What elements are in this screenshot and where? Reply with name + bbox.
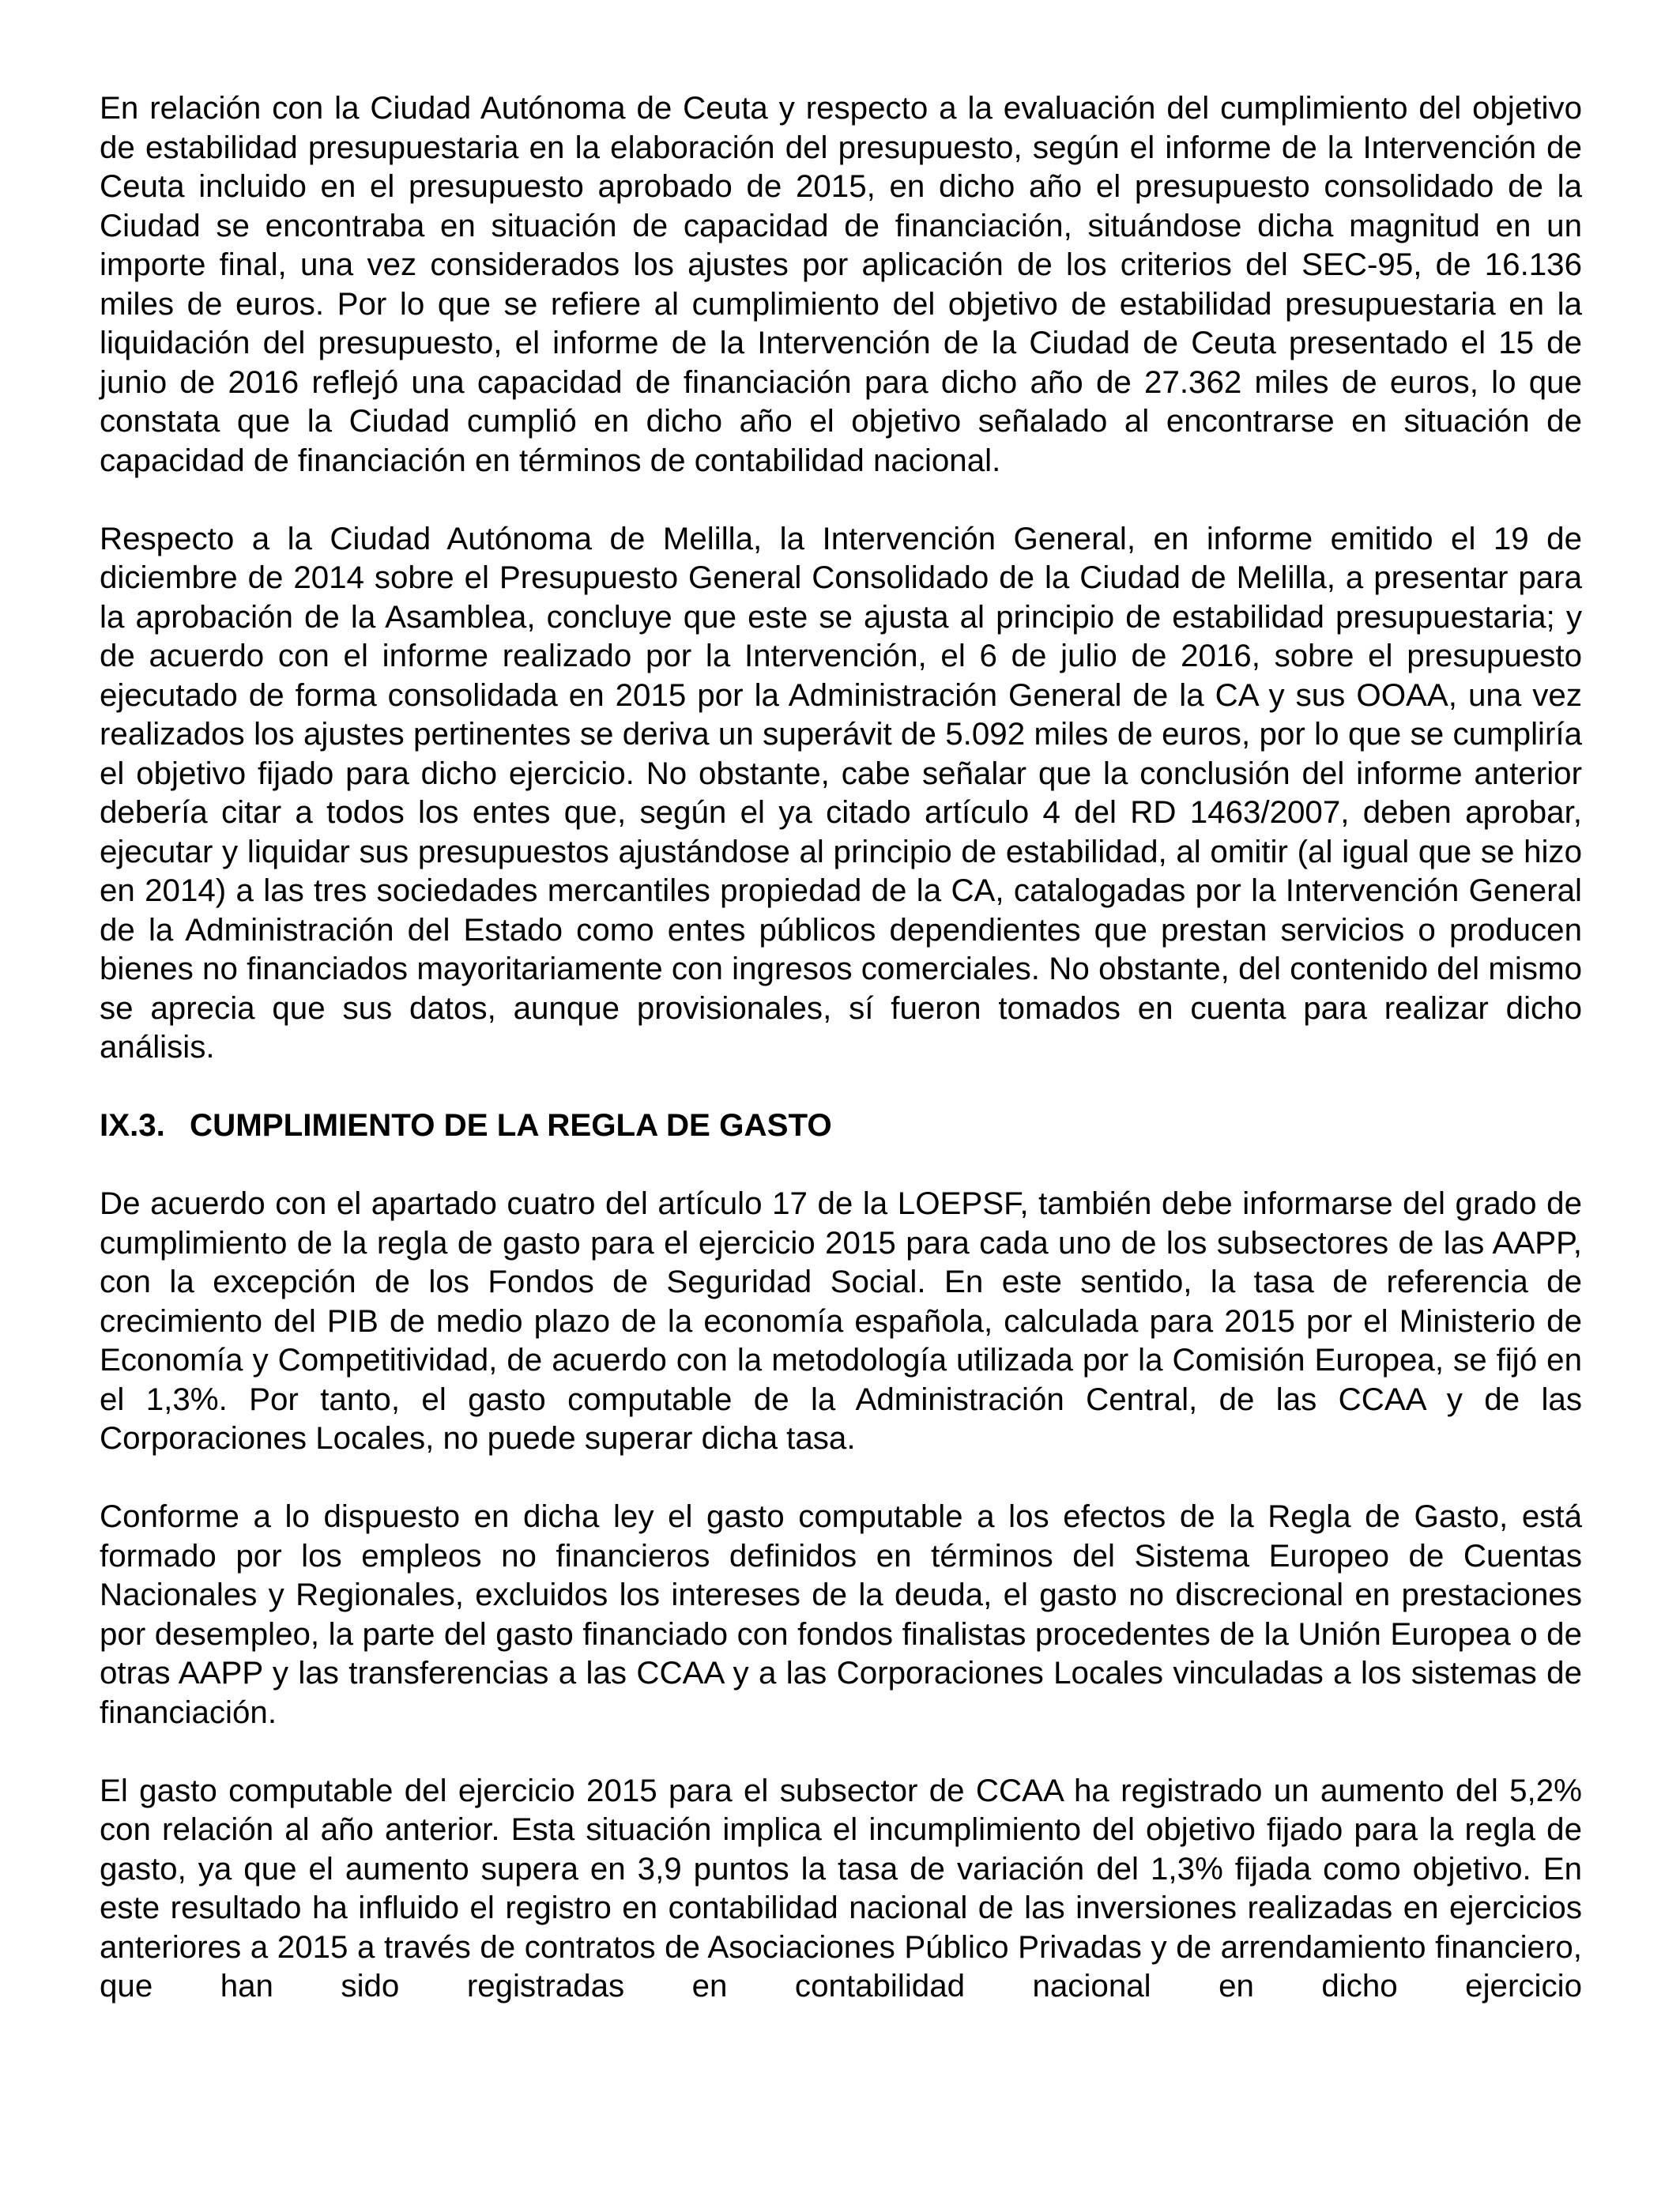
section-heading bbox=[100, 1106, 1582, 1145]
section-number: IX.3. bbox=[100, 1107, 165, 1143]
paragraph-regla-gasto-intro: De acuerdo con el apartado cuatro del artículo 17 de la LOEPSF, también debe informarse del grado de cumplimiento de la regla de gasto para el ejercicio 2015 para cada uno de los subsectores de las AAPP, con la excepción de los Fondos de Seguridad Social. En este sentido, la tasa de referencia de crecimiento del PIB de medio plazo de la economía española, calculada para 2015 por el Ministerio de Economía y Competitividad, de acuerdo con la metodología utilizada por la Comisión Europea, se fijó en el 1,3%. Por tanto, el gasto computable de la Administración Central, de las CCAA y de las Corporaciones Locales, no puede superar dicha tasa. bbox=[100, 1186, 1582, 1456]
paragraph-ceuta: En relación con la Ciudad Autónoma de Ceuta y respecto a la evaluación del cumplimiento del objetivo de estabilidad presupuestaria en la elaboración del presupuesto, según el informe de la Intervención de Ceuta incluido en el presupuesto aprobado de 2015, en dicho año el presupuesto consolidado de la Ciudad se encontraba en situación de capacidad de financiación, situándose dicha magnitud en un importe final, una vez considerados los ajustes por aplicación de los criterios del SEC-95, de 16.136 miles de euros. Por lo que se refiere al cumplimiento del objetivo de estabilidad presupuestaria en la liquidación del presupuesto, el informe de la Intervención de la Ciudad de Ceuta presentado el 15 de junio de 2016 reflejó una capacidad de financiación para dicho año de 27.362 miles de euros, lo que constata que la Ciudad cumplió en dicho año el objetivo señalado al encontrarse en situación de capacidad de financiación en términos de contabilidad nacional. bbox=[100, 90, 1582, 478]
paragraph-ccaa-resultado: El gasto computable del ejercicio 2015 para el subsector de CCAA ha registrado un aumento del 5,2% con relación al año anterior. Esta situación implica el incumplimiento del objetivo fijado para la regla de gasto, ya que el aumento supera en 3,9 puntos la tasa de variación del 1,3% fijada como objetivo. En este resultado ha influido el registro en contabilidad nacional de las inversiones realizadas en ejercicios anteriores a 2015 a través de contratos de Asociaciones Público Privadas y de arrendamiento financiero, que han sido registradas en contabilidad nacional en dicho ejercicio bbox=[100, 1772, 1582, 2004]
section-title: CUMPLIMIENTO DE LA REGLA DE GASTO bbox=[190, 1107, 832, 1143]
paragraph-gasto-computable: Conforme a lo dispuesto en dicha ley el gasto computable a los efectos de la Regla de Gasto, está formado por los empleos no financieros definidos en términos del Sistema Europeo de Cuentas Nacionales y Regionales, excluidos los intereses de la deuda, el gasto no discrecional en prestaciones por desempleo, la parte del gasto financiado con fondos finalistas procedentes de la Unión Europea o de otras AAPP y las transferencias a las CCAA y a las Corporaciones Locales vinculadas a los sistemas de financiación. bbox=[100, 1498, 1582, 1730]
paragraph-melilla: Respecto a la Ciudad Autónoma de Melilla, la Intervención General, en informe emitido el 19 de diciembre de 2014 sobre el Presupuesto General Consolidado de la Ciudad de Melilla, a presentar para la aprobación de la Asamblea, concluye que este se ajusta al principio de estabilidad presupuestaria; y de acuerdo con el informe realizado por la Intervención, el 6 de julio de 2016, sobre el presupuesto ejecutado de forma consolidada en 2015 por la Administración General de la CA y sus OOAA, una vez realizados los ajustes pertinentes se deriva un superávit de 5.092 miles de euros, por lo que se cumpliría el objetivo fijado para dicho ejercicio. No obstante, cabe señalar que la conclusión del informe anterior debería citar a todos los entes que, según el ya citado artículo 4 del RD 1463/2007, deben aprobar, ejecutar y liquidar sus presupuestos ajustándose al principio de estabilidad, al omitir (al igual que se hizo en 2014) a las tres sociedades mercantiles propiedad de la CA, catalogadas por la Intervención General de la Administración del Estado como entes públicos dependientes que prestan servicios o producen bienes no financiados mayoritariamente con ingresos comerciales. No obstante, del contenido del mismo se aprecia que sus datos, aunque provisionales, sí fueron tomados en cuenta para realizar dicho análisis. bbox=[100, 520, 1582, 1065]
document-page bbox=[100, 89, 1582, 2045]
